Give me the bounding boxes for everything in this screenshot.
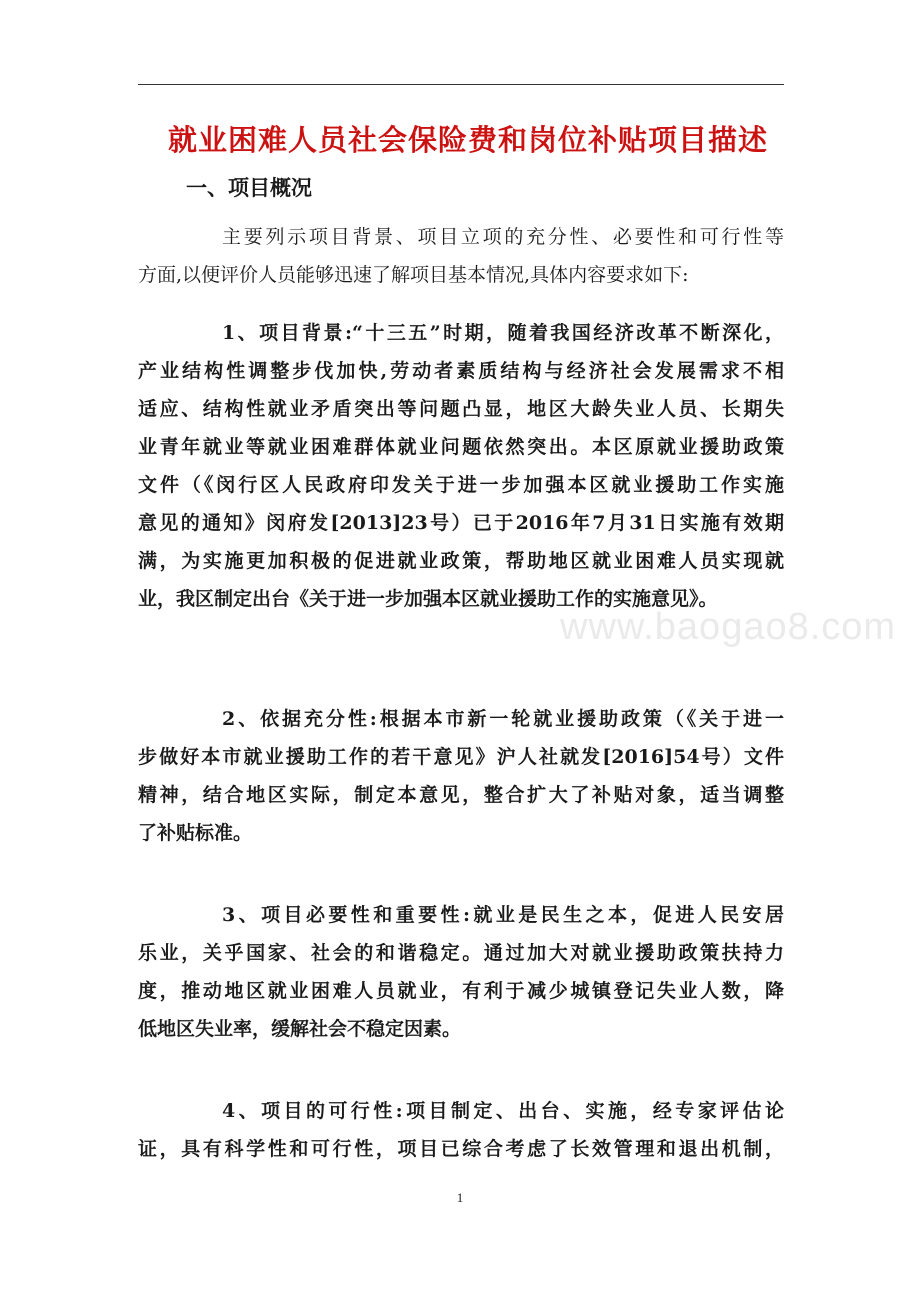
header-rule — [138, 84, 784, 85]
text-line: 业，我区制定出台《关于进一步加强本区就业援助工作的实施意见》。 — [138, 588, 718, 610]
intro-paragraph — [138, 218, 784, 294]
text-line: 主要列示项目背景、项目立项的充分性、必要性和可行性等 — [222, 226, 784, 248]
text-line: 方面,以便评价人员能够迅速了解项目基本情况,具体内容要求如下: — [138, 264, 689, 286]
text-line: 业青年就业等就业困难群体就业问题依然突出。本区原就业援助政策 — [138, 436, 784, 458]
text-line: 适应、结构性就业矛盾突出等问题凸显，地区大龄失业人员、长期失 — [138, 398, 784, 420]
text-line: 3、项目必要性和重要性:就业是民生之本，促进人民安居 — [222, 904, 784, 926]
text-line: 乐业，关乎国家、社会的和谐稳定。通过加大对就业援助政策扶持力 — [138, 942, 784, 964]
text-line: 证，具有科学性和可行性，项目已综合考虑了长效管理和退出机制， — [138, 1138, 784, 1160]
text-line: 意见的通知》闵府发[2013]23号）已于2016年7月31日实施有效期 — [138, 512, 784, 534]
text-line: 1、项目背景:“十三五”时期，随着我国经济改革不断深化， — [222, 322, 784, 344]
watermark: www.baogao8.com — [560, 606, 897, 648]
text-line: 了补贴标准。 — [138, 822, 253, 844]
page-number: 1 — [456, 1190, 464, 1205]
text-line: 度，推动地区就业困难人员就业，有利于减少城镇登记失业人数，降 — [138, 980, 784, 1002]
text-line: 低地区失业率，缓解社会不稳定因素。 — [138, 1018, 462, 1040]
text-line: 步做好本市就业援助工作的若干意见》沪人社就发[2016]54号）文件 — [138, 746, 784, 768]
item-3-paragraph — [138, 896, 784, 1048]
text-line: 精神，结合地区实际，制定本意见，整合扩大了补贴对象，适当调整 — [138, 784, 784, 806]
text-line: 产业结构性调整步伐加快,劳动者素质结构与经济社会发展需求不相 — [138, 360, 784, 382]
document-title: 就业困难人员社会保险费和岗位补贴项目描述 — [167, 123, 768, 157]
text-line: 2、依据充分性:根据本市新一轮就业援助政策（《关于进一 — [222, 708, 784, 730]
item-1-paragraph — [138, 314, 784, 618]
item-2-paragraph — [138, 700, 784, 852]
text-line: 4、项目的可行性:项目制定、出台、实施，经专家评估论 — [222, 1100, 784, 1122]
item-4-paragraph — [138, 1092, 784, 1168]
text-line: 文件（《闵行区人民政府印发关于进一步加强本区就业援助工作实施 — [138, 474, 784, 496]
section-heading: 一、项目概况 — [186, 175, 312, 200]
text-line: 满，为实施更加积极的促进就业政策，帮助地区就业困难人员实现就 — [138, 550, 784, 572]
